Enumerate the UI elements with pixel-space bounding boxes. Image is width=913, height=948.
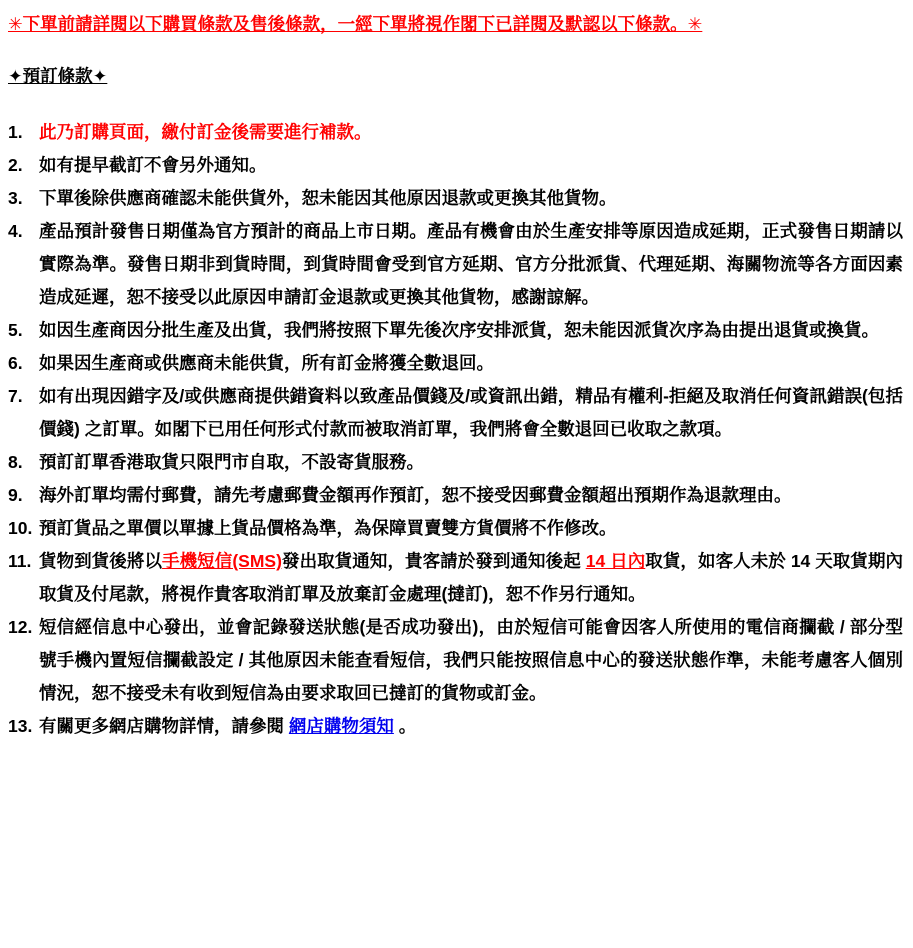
section-heading-preorder-terms: ✦預訂條款✦: [8, 66, 108, 87]
term-number: 9.: [8, 485, 23, 506]
shop-guide-link[interactable]: 網店購物須知: [288, 716, 394, 737]
term-number: 3.: [8, 188, 23, 209]
term-text: [39, 611, 903, 710]
term-text-segment: 取貨，如客人未於 14 天取貨期內取貨及付尾款，將視作貴客取消訂單及放棄訂金處理(撻訂)，恕不作另行通知。: [39, 551, 904, 605]
term-item-9: [8, 479, 903, 512]
term-number: 8.: [8, 452, 23, 473]
term-text-segment: 如因生產商因分批生產及出貨，我們將按照下單先後次序安排派貨，恕未能因派貨次序為由提出退貨或換貨。: [39, 320, 879, 341]
term-text-segment: 貨物到貨後將以: [39, 551, 163, 572]
term-number: 2.: [8, 155, 23, 176]
term-text-segment: 短信經信息中心發出，並會記錄發送狀態(是否成功發出)，由於短信可能會因客人所使用的電信商攔截 / 部分型號手機內置短信攔截設定 / 其他原因未能查看短信，我們只能按照信息中心的發送狀態作準，未能考慮客人個別情況，恕不接受未有收到短信為由要求取回已撻訂的貨物或訂金。: [39, 617, 903, 704]
term-text: [39, 710, 903, 743]
term-text-segment: 如果因生產商或供應商未能供貨，所有訂金將獲全數退回。: [39, 353, 494, 374]
term-number: 13.: [8, 716, 33, 737]
term-number: 7.: [8, 386, 23, 407]
term-text-segment: 如有提早截訂不會另外通知。: [39, 155, 267, 176]
term-number: 10.: [8, 518, 33, 539]
term-item-7: [8, 380, 903, 446]
term-text: [39, 446, 903, 479]
term-item-8: [8, 446, 903, 479]
term-text-segment: 。: [393, 716, 417, 737]
pickup-deadline-emphasis: 14 日內: [585, 551, 646, 572]
sms-emphasis: 手機短信(SMS): [162, 551, 282, 572]
term-number: 11.: [8, 551, 32, 572]
term-item-6: [8, 347, 903, 380]
term-text-segment: 下單後除供應商確認未能供貨外，恕未能因其他原因退款或更換其他貨物。: [39, 188, 617, 209]
term-item-2: [8, 149, 903, 182]
term-text-segment: 如有出現因錯字及/或供應商提供錯資料以致產品價錢及/或資訊出錯，精品有權利-拒絕及取消任何資訊錯誤(包括價錢) 之訂單。如閣下已用任何形式付款而被取消訂單，我們將會全數退回已收取之款項。: [39, 386, 903, 440]
term-text: [39, 116, 903, 149]
term-text: [39, 215, 903, 314]
term-number: 5.: [8, 320, 23, 341]
term-text: [39, 347, 903, 380]
term-item-13: [8, 710, 903, 743]
term-text: [39, 149, 903, 182]
page-title: ✳下單前請詳閱以下購買條款及售後條款，一經下單將視作閣下已詳閱及默認以下條款。✳: [8, 14, 703, 34]
term-text: [39, 314, 903, 347]
term-text-segment: 預訂訂單香港取貨只限門市自取，不設寄貨服務。: [39, 452, 424, 473]
terms-list: [8, 116, 903, 743]
term-text: [39, 182, 903, 215]
term-item-3: [8, 182, 903, 215]
term-text-segment: 發出取貨通知，貴客請於發到通知後起: [281, 551, 586, 572]
term-number: 12.: [8, 617, 33, 638]
term-item-11: [8, 545, 903, 611]
term-text: [39, 512, 903, 545]
term-text: [39, 479, 903, 512]
term-text-segment: 產品預計發售日期僅為官方預計的商品上市日期。產品有機會由於生產安排等原因造成延期，正式發售日期請以實際為準。發售日期非到貨時間，到貨時間會受到官方延期、官方分批派貨、代理延期、海關物流等各方面因素造成延遲，恕不接受以此原因申請訂金退款或更換其他貨物，感謝諒解。: [39, 221, 903, 308]
term-item-12: [8, 611, 903, 710]
term-text-segment: 有關更多網店購物詳情，請參閱: [39, 716, 289, 737]
term-item-10: [8, 512, 903, 545]
term-number: 1.: [8, 122, 23, 143]
term-item-1: [8, 116, 903, 149]
term-item-5: [8, 314, 903, 347]
term-text: [39, 380, 903, 446]
term-number: 4.: [8, 221, 23, 242]
term-number: 6.: [8, 353, 23, 374]
term-item-4: [8, 215, 903, 314]
term-text-segment: 預訂貨品之單價以單據上貨品價格為準，為保障買賣雙方貨價將不作修改。: [39, 518, 617, 539]
term-text-segment: 海外訂單均需付郵費，請先考慮郵費金額再作預訂，恕不接受因郵費金額超出預期作為退款理由。: [39, 485, 792, 506]
term-text: [39, 545, 903, 611]
term-1-emphasis: 此乃訂購頁面，繳付訂金後需要進行補款。: [39, 122, 372, 143]
